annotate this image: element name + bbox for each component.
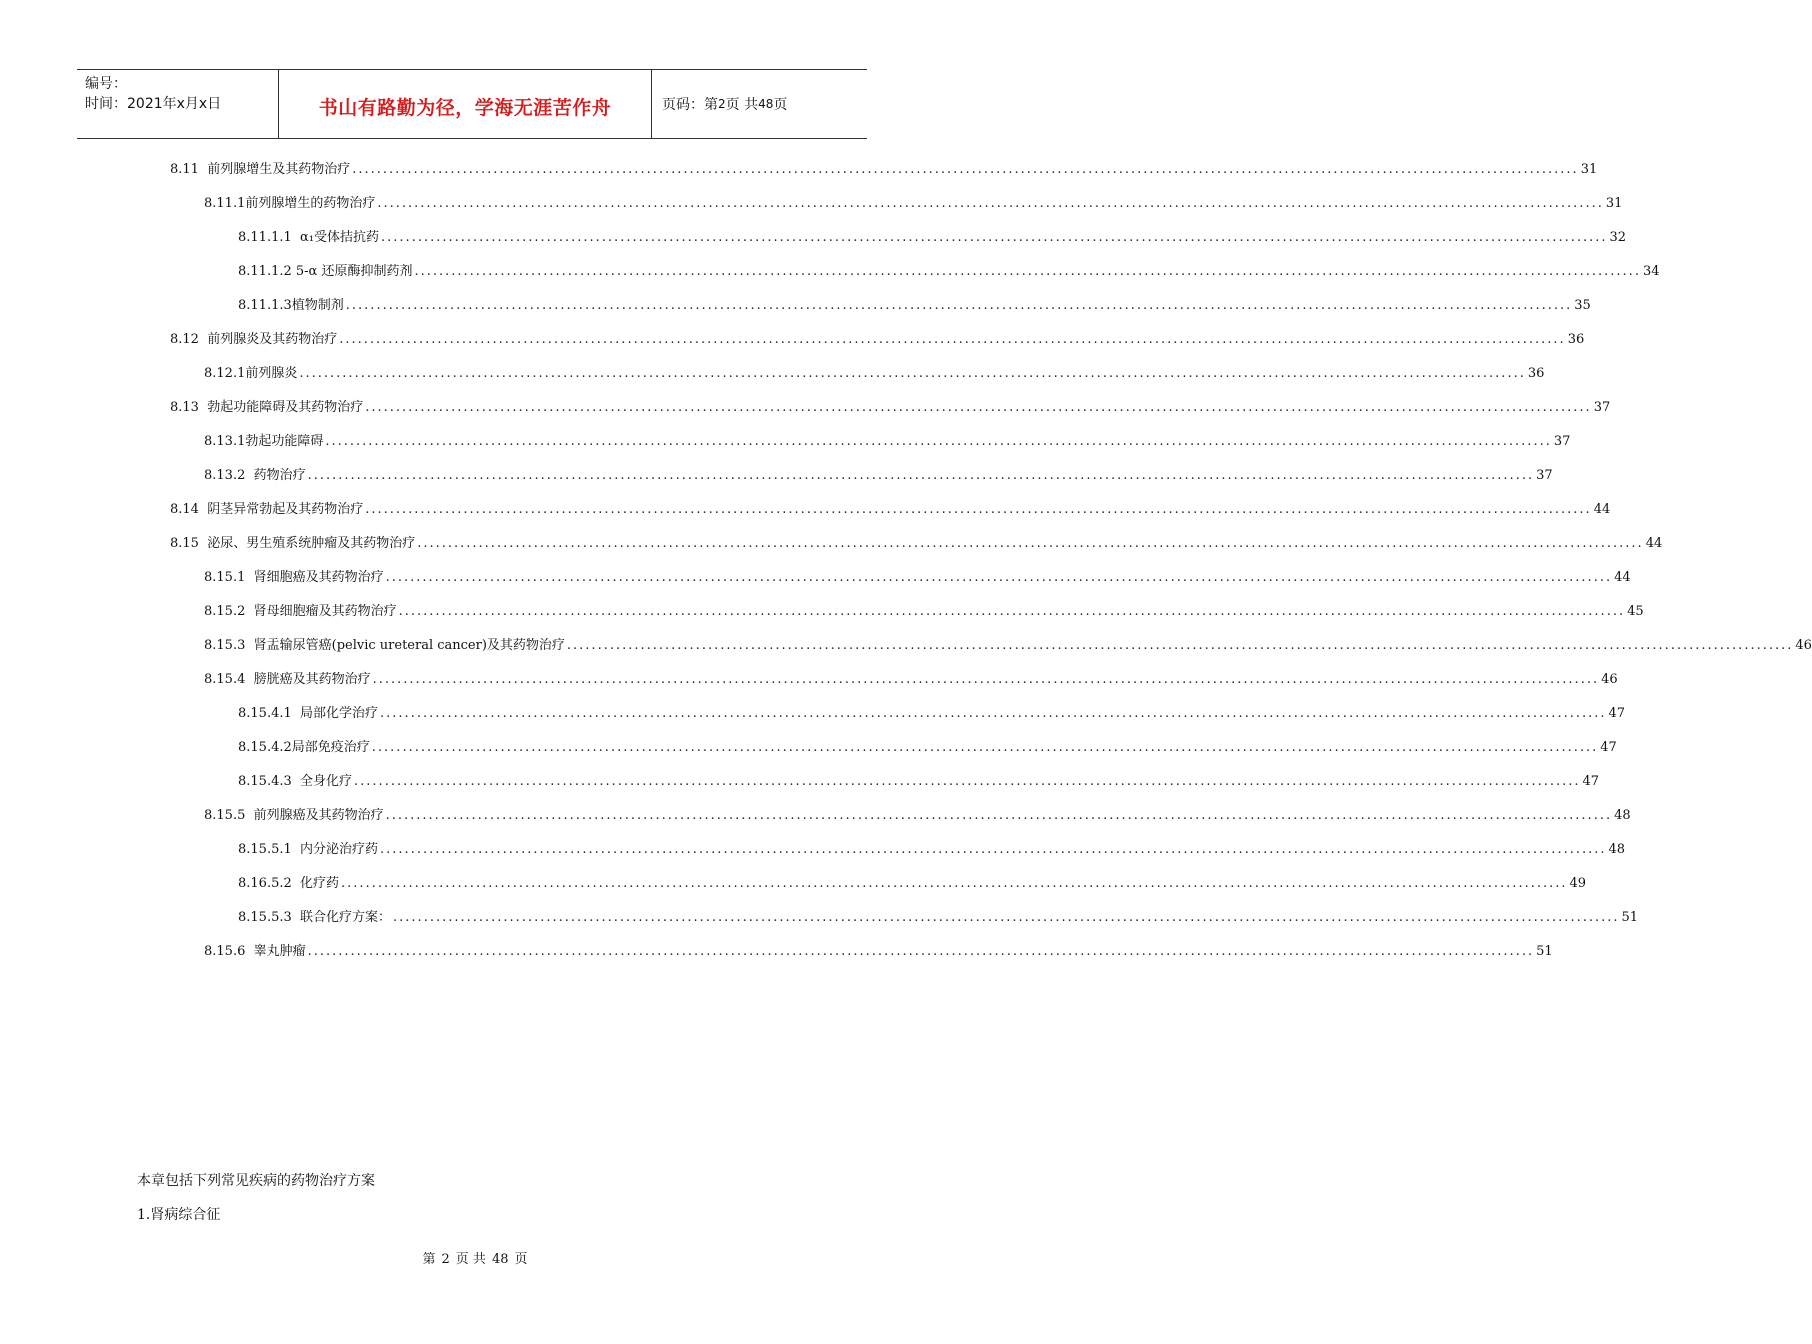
toc-entry-number: 8.15 [170, 536, 199, 551]
toc-entry-page: 36 [1567, 332, 1585, 347]
toc-entry[interactable] [238, 838, 1626, 858]
toc-entry[interactable] [238, 260, 1660, 280]
toc-entry-page: 35 [1574, 298, 1591, 313]
chapter-intro: 本章包括下列常见疾病的药物治疗方案 [137, 1173, 375, 1189]
toc-entry-number: 8.15.5.3 [238, 910, 292, 925]
toc-entry-number: 8.15.1 [204, 570, 246, 585]
toc-entry-title: 植物制剂 [291, 298, 344, 313]
code-label: 编号： [85, 76, 127, 92]
header-meta [77, 70, 279, 138]
toc-leader-dots: ........................................................................................................................................................................................................ [380, 706, 1607, 721]
toc-entry[interactable] [204, 192, 1623, 212]
toc-entry-page: 37 [1536, 468, 1553, 483]
toc-leader-dots: ........................................................................................................................................................................................................ [380, 842, 1607, 857]
header-motto-cell [279, 70, 652, 138]
toc-entry-number: 8.11.1.1 [238, 230, 292, 245]
toc-entry[interactable] [204, 464, 1553, 484]
page-prefix: 页码：第 [662, 97, 718, 113]
toc-entry-page: 48 [1614, 808, 1631, 823]
toc-entry-page: 44 [1645, 536, 1663, 551]
toc-leader-dots: ........................................................................................................................................................................................................ [377, 196, 1604, 211]
toc-entry-page: 46 [1601, 672, 1618, 687]
toc-entry-title: 阴茎异常勃起及其药物治疗 [198, 502, 364, 517]
toc-entry[interactable] [238, 702, 1626, 722]
toc-leader-dots: ........................................................................................................................................................................................................ [354, 774, 1581, 789]
toc-entry-number: 8.15.4.1 [238, 706, 292, 721]
toc-leader-dots: ........................................................................................................................................................................................................ [339, 332, 1566, 347]
toc-entry-number: 8.15.2 [204, 604, 246, 619]
toc-entry-number: 8.15.6 [204, 944, 246, 959]
toc-entry-number: 8.13.2 [204, 468, 246, 483]
toc-leader-dots: ........................................................................................................................................................................................................ [365, 400, 1592, 415]
toc-entry[interactable] [170, 396, 1611, 416]
toc-entry-title: 膀胱癌及其药物治疗 [245, 672, 371, 687]
toc-leader-dots: ........................................................................................................................................................................................................ [365, 502, 1592, 517]
footer-suffix: 页 [514, 1252, 528, 1267]
toc-entry-title: α₁受体拮抗药 [291, 230, 380, 245]
footer-page-number: 2 [441, 1252, 450, 1267]
toc-leader-dots: ........................................................................................................................................................................................................ [398, 604, 1626, 619]
toc-entry-number: 8.15.3 [204, 638, 246, 653]
toc-entry-title: 勃起功能障碍及其药物治疗 [198, 400, 364, 415]
toc-entry[interactable] [204, 566, 1631, 586]
toc-entry[interactable] [238, 906, 1639, 926]
footer-page-total: 48 [491, 1252, 509, 1267]
header-page-info [652, 70, 867, 138]
toc-leader-dots: ........................................................................................................................................................................................................ [417, 536, 1644, 551]
toc-entry-number: 8.12.1 [204, 366, 246, 381]
toc-leader-dots: ........................................................................................................................................................................................................ [414, 264, 1641, 279]
toc-entry-number: 8.15.5 [204, 808, 246, 823]
toc-leader-dots: ........................................................................................................................................................................................................ [566, 638, 1794, 653]
toc-entry-number: 8.13 [170, 400, 199, 415]
toc-entry-number: 8.16.5.2 [238, 876, 292, 891]
toc-entry-title: 前列腺炎 [245, 366, 298, 381]
toc-leader-dots: ........................................................................................................................................................................................................ [341, 876, 1568, 891]
footer-mid: 页 共 [455, 1252, 486, 1267]
toc-leader-dots: ........................................................................................................................................................................................................ [393, 910, 1620, 925]
toc-leader-dots: ........................................................................................................................................................................................................ [299, 366, 1526, 381]
toc-entry-number: 8.11.1.2 [238, 264, 292, 279]
toc-entry-page: 32 [1609, 230, 1627, 245]
toc-entry-number: 8.11.1 [204, 196, 246, 211]
toc-entry[interactable] [238, 770, 1600, 790]
toc-leader-dots: ........................................................................................................................................................................................................ [352, 162, 1579, 177]
toc-entry-title: 局部化学治疗 [291, 706, 379, 721]
toc-entry-title: 内分泌治疗药 [291, 842, 379, 857]
page-suffix: 页 [773, 97, 788, 113]
toc-entry-number: 8.14 [170, 502, 199, 517]
toc-entry-number: 8.15.4.3 [238, 774, 292, 789]
toc-entry-page: 47 [1582, 774, 1600, 789]
toc-entry-page: 51 [1536, 944, 1553, 959]
toc-entry-page: 31 [1605, 196, 1623, 211]
toc-entry[interactable] [204, 940, 1553, 960]
toc-entry-number: 8.13.1 [204, 434, 246, 449]
toc-entry-title: 肾盂输尿管癌(pelvic ureteral cancer)及其药物治疗 [245, 638, 565, 653]
toc-entry-title: 联合化疗方案： [291, 910, 392, 925]
toc-entry[interactable] [170, 328, 1585, 348]
toc-entry-number: 8.11.1.3 [238, 298, 292, 313]
toc-entry-title: 化疗药 [291, 876, 340, 891]
toc-entry[interactable] [204, 600, 1644, 620]
toc-entry-page: 48 [1608, 842, 1626, 857]
toc-entry[interactable] [204, 362, 1545, 382]
time-label: 时间：2021年x月x日 [85, 96, 222, 112]
toc-entry-number: 8.15.5.1 [238, 842, 292, 857]
toc-entry[interactable] [204, 668, 1618, 688]
toc-leader-dots: ........................................................................................................................................................................................................ [345, 298, 1573, 313]
toc-entry[interactable] [238, 226, 1627, 246]
toc-leader-dots: ........................................................................................................................................................................................................ [371, 740, 1599, 755]
toc-entry[interactable] [170, 498, 1611, 518]
toc-entry-title: 局部免疫治疗 [291, 740, 370, 755]
toc-entry-title: 前列腺炎及其药物治疗 [198, 332, 338, 347]
footer-prefix: 第 [422, 1252, 436, 1267]
toc-entry-page: 44 [1593, 502, 1611, 517]
page-header [77, 69, 867, 139]
toc-leader-dots: ........................................................................................................................................................................................................ [372, 672, 1600, 687]
toc-entry[interactable] [238, 736, 1617, 756]
toc-entry[interactable] [238, 294, 1591, 314]
page-footer [0, 1248, 950, 1267]
motto: 书山有路勤为径，学海无涯苦作舟 [318, 96, 612, 119]
toc-entry[interactable] [170, 532, 1663, 552]
toc-entry-number: 8.15.4.2 [238, 740, 292, 755]
toc-entry-title: 泌尿、男生殖系统肿瘤及其药物治疗 [198, 536, 416, 551]
toc-entry[interactable] [204, 804, 1631, 824]
toc-entry-number: 8.12 [170, 332, 199, 347]
toc-entry-title: 肾母细胞瘤及其药物治疗 [245, 604, 397, 619]
page-mid: 页 共 [725, 97, 759, 113]
toc-entry[interactable] [204, 430, 1571, 450]
toc-entry-page: 37 [1593, 400, 1611, 415]
toc-entry-title: 5-α 还原酶抑制药剂 [291, 264, 413, 279]
toc-entry-page: 47 [1600, 740, 1617, 755]
toc-leader-dots: ........................................................................................................................................................................................................ [325, 434, 1552, 449]
page-total: 48 [758, 97, 774, 111]
toc-leader-dots: ........................................................................................................................................................................................................ [381, 230, 1608, 245]
toc-leader-dots: ........................................................................................................................................................................................................ [385, 808, 1613, 823]
toc-entry[interactable] [204, 634, 1812, 654]
toc-entry-page: 36 [1527, 366, 1545, 381]
toc-entry-page: 44 [1614, 570, 1631, 585]
page-number: 2 [718, 97, 726, 111]
toc-leader-dots: ........................................................................................................................................................................................................ [307, 944, 1535, 959]
toc-leader-dots: ........................................................................................................................................................................................................ [307, 468, 1535, 483]
toc-entry-page: 51 [1621, 910, 1639, 925]
toc-entry-page: 45 [1627, 604, 1644, 619]
toc-entry[interactable] [170, 158, 1598, 178]
toc-entry-page: 34 [1642, 264, 1660, 279]
toc-entry-number: 8.11 [170, 162, 199, 177]
toc-entry-page: 47 [1608, 706, 1626, 721]
toc-entry-title: 肾细胞癌及其药物治疗 [245, 570, 384, 585]
toc-entry[interactable] [238, 872, 1587, 892]
toc-entry-page: 31 [1580, 162, 1598, 177]
toc-entry-title: 前列腺增生及其药物治疗 [198, 162, 351, 177]
toc-entry-page: 49 [1569, 876, 1587, 891]
toc-entry-number: 8.15.4 [204, 672, 246, 687]
toc-entry-title: 勃起功能障碍 [245, 434, 324, 449]
toc-entry-page: 37 [1553, 434, 1571, 449]
toc-entry-title: 前列腺增生的药物治疗 [245, 196, 376, 211]
toc-entry-title: 药物治疗 [245, 468, 306, 483]
toc-entry-page: 46 [1795, 638, 1812, 653]
list-item: 1.肾病综合征 [137, 1207, 221, 1223]
toc-entry-title: 全身化疗 [291, 774, 353, 789]
toc-leader-dots: ........................................................................................................................................................................................................ [385, 570, 1613, 585]
toc-entry-title: 前列腺癌及其药物治疗 [245, 808, 384, 823]
toc-entry-title: 睾丸肿瘤 [245, 944, 306, 959]
